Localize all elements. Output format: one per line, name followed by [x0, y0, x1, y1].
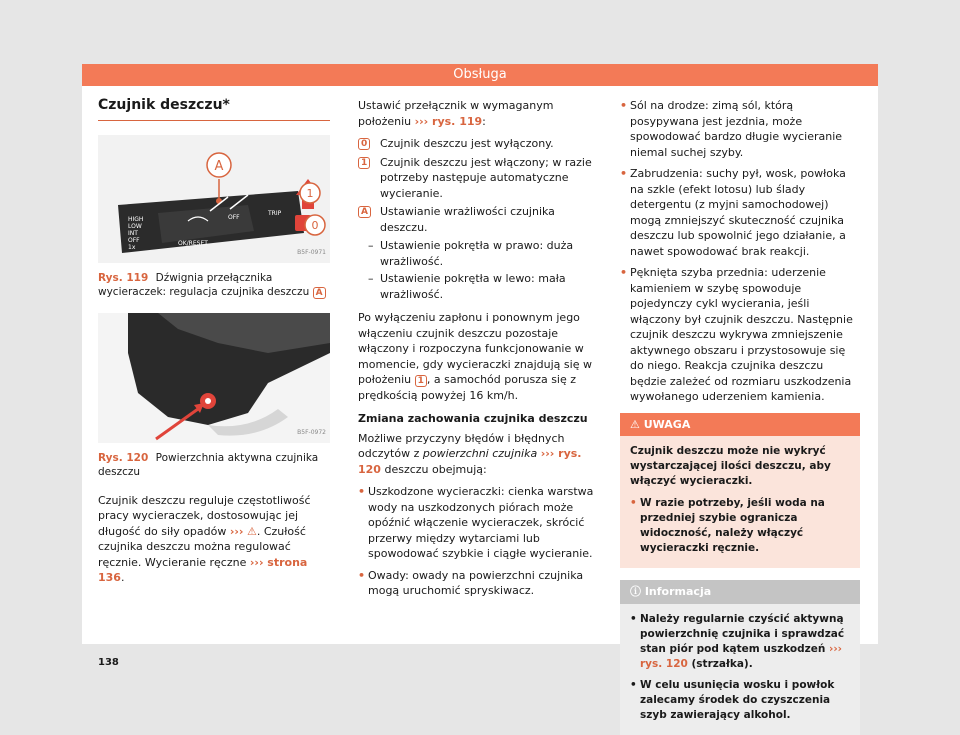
section-title: Czujnik deszczu* — [98, 98, 330, 121]
info-header: ⓘ Informacja — [620, 580, 860, 604]
list-item: A Ustawianie wrażliwości czujnika deszczu. — [358, 204, 598, 235]
dash-item: – Ustawienie pokrętła w lewo: mała wrażliwość. — [358, 271, 598, 302]
figure-code-2: B5F-0972 — [297, 429, 326, 436]
bullet-item: • Uszkodzone wycieraczki: cienka warstwa wody na uszkodzonych piórach może opóźnić włączenie wycieraczek, skrócić przerwy między wytarciami lub spowodować szybkie i ciągłe wycieranie. — [358, 484, 598, 562]
link-page-136[interactable]: ››› strona 136 — [98, 555, 308, 584]
badge-a: A — [358, 206, 371, 218]
info-body — [620, 604, 860, 735]
link-fig-120[interactable]: ››› rys. 120 — [358, 447, 582, 476]
bullet-item: • Owady: owady na powierzchni czujnika mogą uruchomić spryskiwacz. — [358, 568, 598, 599]
list-item: 0 Czujnik deszczu jest wyłączony. — [358, 136, 598, 152]
link-fig-119[interactable]: ››› rys. 119 — [414, 114, 483, 128]
bullet-item: • Sól na drodze: zimą sól, którą posypywana jest jezdnia, może spowodować bardzo długie wycieranie niemal suchej szyby. — [620, 98, 860, 160]
figure-wiper-stalk — [98, 135, 330, 263]
svg-text:0: 0 — [311, 218, 319, 232]
stalk-label-low: LOW — [128, 222, 142, 230]
svg-text:1: 1 — [306, 186, 314, 200]
bullet-item: • W celu usunięcia wosku i powłok zalecamy środek do czyszczenia szyb zawierający alkohol. — [630, 678, 850, 723]
paragraph-settings: Ustawić przełącznik w wymaganym położeniu ››› rys. 119: — [358, 99, 554, 128]
bullet-item: • Zabrudzenia: suchy pył, wosk, powłoka na szkle (efekt lotosu) lub ślady detergentu (z myjni samochodowej) mogą zmniejszyć skuteczność czujnika deszczu lub spowolnić jego działanie, a nawet spowodować brak reakcji. — [620, 166, 860, 259]
figure-code: B5F-0971 — [297, 249, 326, 256]
bullet-item: • Należy regularnie czyścić aktywną powierzchnię czujnika i sprawdzać stan piór pod kątem uszkodzeń ››› rys. 120 (strzałka). — [630, 612, 850, 672]
stalk-label-int: INT — [128, 229, 138, 237]
stalk-label-high: HIGH — [128, 215, 144, 223]
column-2 — [358, 98, 598, 605]
column-3 — [620, 98, 860, 735]
rain-sensor-illustration — [98, 313, 330, 443]
warning-body: Czujnik deszczu może nie wykryć wystarczającej ilości deszczu, aby włączyć wycieraczki. • W razie potrzeby, jeśli woda na przedniej szybie ogranicza widoczność, należy włączyć wycieraczki ręcznie. — [620, 436, 860, 568]
stalk-label-off: OFF — [128, 236, 140, 244]
warning-box — [620, 413, 860, 569]
link-fig-120[interactable]: ››› rys. 120 — [640, 642, 842, 670]
column-1 — [98, 97, 330, 668]
paragraph-ignition: Po wyłączeniu zapłonu i ponownym jego włączeniu czujnik deszczu pozostaje włączony i rozpoczyna funkcjonowanie w momencie, gdy wycieraczki znajdują się w położeniu 1 , a samochód porusza się z prędkością powyżej 16 km/h. — [358, 311, 592, 402]
warning-header: ⚠ UWAGA — [620, 413, 860, 437]
stalk-label-off2: OFF — [228, 213, 240, 221]
info-icon: ⓘ — [630, 585, 641, 598]
figure-rain-sensor — [98, 313, 330, 443]
warning-triangle-icon: ⚠ — [246, 524, 257, 538]
bullet-item: • Pęknięta szyba przednia: uderzenie kamieniem w szybę spowoduje pojedynczy cykl wycierania, jeśli włączony był czujnik deszczu. Następnie czujnik deszczu wykrywa zmniejszenie aktywnego obszaru i przystosowuje się do niego. Reakcja czujnika deszczu będzie zależeć od rozmiaru uszkodzenia wywołanego uderzeniem kamienia. — [620, 265, 860, 405]
subheading: Zmiana zachowania czujnika deszczu — [358, 412, 588, 425]
dash-item: – Ustawienie pokrętła w prawo: duża wrażliwość. — [358, 238, 598, 269]
stalk-label-1x: 1x — [128, 243, 136, 251]
list-item: 1 Czujnik deszczu jest włączony; w razie potrzeby następuje automatyczne wycieranie. — [358, 155, 598, 202]
badge-1: 1 — [358, 157, 370, 169]
wiper-stalk-illustration — [98, 135, 330, 263]
badge-1: 1 — [415, 375, 427, 387]
figure-caption-119: Rys. 119 Dźwignia przełącznika wycieraczek: regulacja czujnika deszczu A — [98, 271, 330, 299]
page-header: Obsługa — [82, 64, 878, 86]
warning-triangle-icon: ⚠ — [630, 417, 640, 431]
svg-text:A: A — [214, 158, 224, 174]
info-box — [620, 580, 860, 735]
figure-caption-120: Rys. 120 Powierzchnia aktywna czujnika deszczu — [98, 451, 319, 478]
badge-0: 0 — [358, 138, 370, 150]
stalk-label-okreset: OK/RESET — [178, 239, 208, 247]
page — [82, 64, 878, 721]
stalk-label-trip: TRIP — [268, 209, 282, 217]
page-number: 138 — [98, 657, 119, 668]
paragraph-causes: Możliwe przyczyny błędów i błędnych odczytów z powierzchni czujnika ››› rys. 120 deszczu obejmują: — [358, 431, 582, 476]
paragraph-intro: Czujnik deszczu reguluje częstotliwość pracy wycieraczek, dostosowując jej długość do siły opadów ››› ⚠. Czułość czujnika deszczu można regulować ręcznie. Wycieranie ręczne ››› strona 136. — [98, 493, 311, 584]
bullet-item: • W razie potrzeby, jeśli woda na przedniej szybie ogranicza widoczność, należy włączyć wycieraczki ręcznie. — [630, 496, 850, 556]
badge-a: A — [313, 287, 326, 299]
